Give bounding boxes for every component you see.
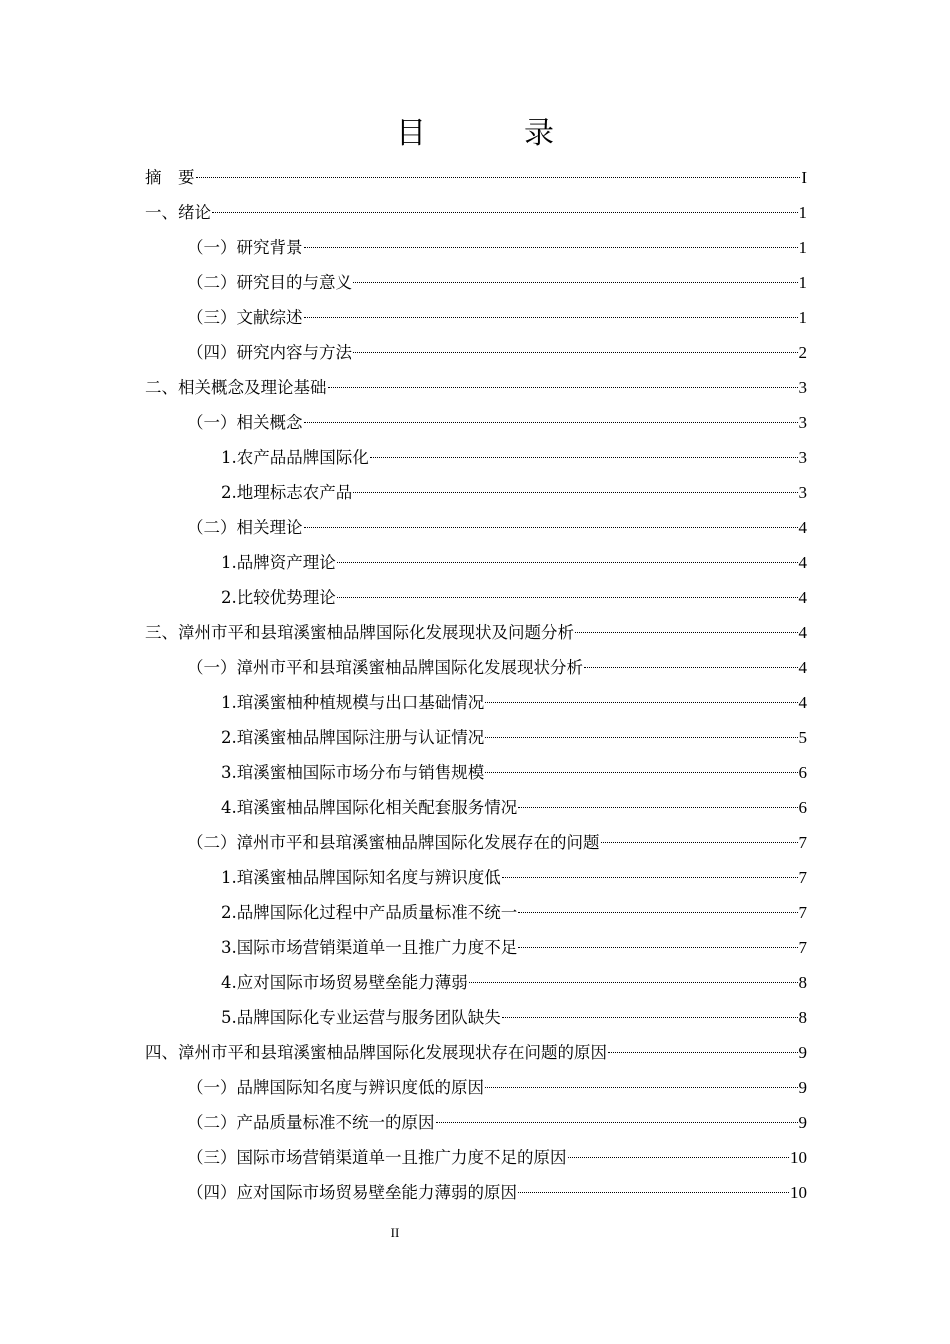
toc-dot-leader [518, 912, 797, 913]
toc-entry[interactable] [145, 370, 807, 405]
toc-entry[interactable] [145, 335, 807, 370]
toc-entry-label: 4.应对国际市场贸易壁垒能力薄弱 [221, 973, 468, 992]
toc-entry-page-number: 4 [798, 588, 807, 607]
toc-entry-label: 4.琯溪蜜柚品牌国际化相关配套服务情况 [221, 798, 518, 817]
toc-entry-label: （二）研究目的与意义 [187, 273, 352, 292]
toc-entry-label: 二、相关概念及理论基础 [145, 378, 327, 397]
toc-dot-leader [353, 352, 798, 353]
toc-entry[interactable] [145, 1140, 807, 1175]
toc-dot-leader [485, 702, 797, 703]
toc-entry[interactable] [145, 825, 807, 860]
toc-entry-page-number: 6 [798, 798, 807, 817]
toc-entry[interactable] [145, 265, 807, 300]
toc-entry-page-number: 2 [798, 343, 807, 362]
toc-dot-leader [328, 387, 798, 388]
toc-entry-label: （三）国际市场营销渠道单一且推广力度不足的原因 [187, 1148, 567, 1167]
toc-entry-page-number: 7 [798, 833, 807, 852]
toc-dot-leader [502, 877, 798, 878]
toc-entry[interactable] [145, 685, 807, 720]
toc-entry-label: 3.琯溪蜜柚国际市场分布与销售规模 [221, 763, 485, 782]
toc-entry-label: （一）研究背景 [187, 238, 303, 257]
toc-entry-page-number: 3 [798, 413, 807, 432]
toc-entry-label: （二）产品质量标准不统一的原因 [187, 1113, 435, 1132]
toc-entry-label: 3.国际市场营销渠道单一且推广力度不足 [221, 938, 518, 957]
toc-entry-page-number: 3 [798, 378, 807, 397]
toc-entry-page-number: 1 [798, 203, 807, 222]
toc-entry-label: 1.琯溪蜜柚种植规模与出口基础情况 [221, 693, 485, 712]
toc-entry-page-number: 6 [798, 763, 807, 782]
toc-dot-leader [608, 1052, 798, 1053]
toc-entry-page-number: 3 [798, 448, 807, 467]
toc-entry-label: 三、漳州市平和县琯溪蜜柚品牌国际化发展现状及问题分析 [145, 623, 574, 642]
toc-dot-leader [353, 492, 797, 493]
toc-entry-label: 摘 要 [145, 168, 195, 187]
toc-entry[interactable] [145, 300, 807, 335]
toc-dot-leader [485, 1087, 798, 1088]
toc-entry-label: （一）漳州市平和县琯溪蜜柚品牌国际化发展现状分析 [187, 658, 583, 677]
toc-entry[interactable] [145, 790, 807, 825]
toc-entry-page-number: 8 [798, 1008, 807, 1027]
toc-entry-page-number: 10 [790, 1148, 807, 1167]
toc-entry-page-number: 4 [798, 553, 807, 572]
toc-dot-leader [568, 1157, 790, 1158]
toc-entry-label: （二）相关理论 [187, 518, 303, 537]
toc-dot-leader [212, 212, 798, 213]
toc-entry-label: （四）应对国际市场贸易壁垒能力薄弱的原因 [187, 1183, 517, 1202]
toc-dot-leader [469, 982, 798, 983]
toc-entry-page-number: 10 [790, 1183, 807, 1202]
toc-entry-page-number: 1 [798, 308, 807, 327]
page-number-footer: II [390, 1225, 400, 1240]
toc-entry[interactable] [145, 1070, 807, 1105]
toc-entry-page-number: 4 [798, 518, 807, 537]
toc-entry-label: 2.琯溪蜜柚品牌国际注册与认证情况 [221, 728, 485, 747]
toc-dot-leader [353, 282, 798, 283]
toc-entry-page-number: 1 [798, 273, 807, 292]
toc-entry-page-number: 4 [798, 623, 807, 642]
toc-dot-leader [518, 947, 797, 948]
toc-entry-label: 2.比较优势理论 [221, 588, 336, 607]
toc-entry-label: （一）品牌国际知名度与辨识度低的原因 [187, 1078, 484, 1097]
toc-entry[interactable] [145, 1175, 807, 1210]
toc-dot-leader [196, 177, 801, 178]
toc-dot-leader [518, 807, 797, 808]
toc-entry-page-number: 7 [798, 868, 807, 887]
toc-entry-page-number: 9 [798, 1078, 807, 1097]
toc-entry[interactable] [145, 545, 807, 580]
toc-entry-label: 1.农产品品牌国际化 [221, 448, 369, 467]
toc-entry-page-number: 3 [798, 483, 807, 502]
toc-entry[interactable] [145, 475, 807, 510]
toc-dot-leader [502, 1017, 798, 1018]
toc-dot-leader [518, 1192, 789, 1193]
toc-entry-label: 四、漳州市平和县琯溪蜜柚品牌国际化发展现状存在问题的原因 [145, 1043, 607, 1062]
toc-entry-page-number: 7 [798, 903, 807, 922]
toc-dot-leader [601, 842, 798, 843]
toc-entry[interactable] [145, 895, 807, 930]
toc-entry[interactable] [145, 860, 807, 895]
toc-entry-page-number: 9 [798, 1043, 807, 1062]
toc-entry-page-number: 4 [798, 693, 807, 712]
toc-entry-label: （一）相关概念 [187, 413, 303, 432]
toc-entry[interactable] [145, 615, 807, 650]
toc-entry-page-number: 1 [798, 238, 807, 257]
toc-entry-label: 5.品牌国际化专业运营与服务团队缺失 [221, 1008, 501, 1027]
toc-entry[interactable] [145, 510, 807, 545]
toc-entry-page-number: 9 [798, 1113, 807, 1132]
toc-dot-leader [485, 737, 797, 738]
toc-dot-leader [436, 1122, 798, 1123]
toc-entry-label: 2.品牌国际化过程中产品质量标准不统一 [221, 903, 518, 922]
toc-entry-label: （二）漳州市平和县琯溪蜜柚品牌国际化发展存在的问题 [187, 833, 600, 852]
toc-entry[interactable] [145, 755, 807, 790]
toc-entry-label: （四）研究内容与方法 [187, 343, 352, 362]
toc-entry-label: 1.琯溪蜜柚品牌国际知名度与辨识度低 [221, 868, 501, 887]
toc-dot-leader [304, 422, 798, 423]
toc-entry-label: 一、绪论 [145, 203, 211, 222]
toc-entry-page-number: 4 [798, 658, 807, 677]
toc-entry-page-number: 7 [798, 938, 807, 957]
toc-dot-leader [485, 772, 797, 773]
toc-entry[interactable] [145, 1105, 807, 1140]
page-title: 目 录 [396, 116, 588, 151]
toc-dot-leader [370, 457, 798, 458]
toc-entry[interactable] [145, 160, 807, 195]
toc-entry-label: （三）文献综述 [187, 308, 303, 327]
toc-entry[interactable] [145, 195, 807, 230]
toc-entry[interactable] [145, 720, 807, 755]
toc-entry[interactable] [145, 405, 807, 440]
toc-entry[interactable] [145, 1035, 807, 1070]
toc-dot-leader [304, 247, 798, 248]
toc-dot-leader [337, 562, 798, 563]
toc-entry[interactable] [145, 965, 807, 1000]
toc-dot-leader [575, 632, 798, 633]
toc-entry-page-number: 5 [798, 728, 807, 747]
toc-dot-leader [337, 597, 798, 598]
toc-entry-label: 2.地理标志农产品 [221, 483, 353, 502]
toc-entry[interactable] [145, 230, 807, 265]
toc-entry-page-number: I [801, 168, 807, 187]
table-of-contents [145, 160, 807, 1210]
toc-entry-label: 1.品牌资产理论 [221, 553, 336, 572]
toc-dot-leader [584, 667, 798, 668]
toc-entry[interactable] [145, 1000, 807, 1035]
toc-dot-leader [304, 527, 798, 528]
toc-entry[interactable] [145, 580, 807, 615]
toc-entry-page-number: 8 [798, 973, 807, 992]
toc-entry[interactable] [145, 440, 807, 475]
toc-entry[interactable] [145, 930, 807, 965]
toc-entry[interactable] [145, 650, 807, 685]
toc-dot-leader [304, 317, 798, 318]
